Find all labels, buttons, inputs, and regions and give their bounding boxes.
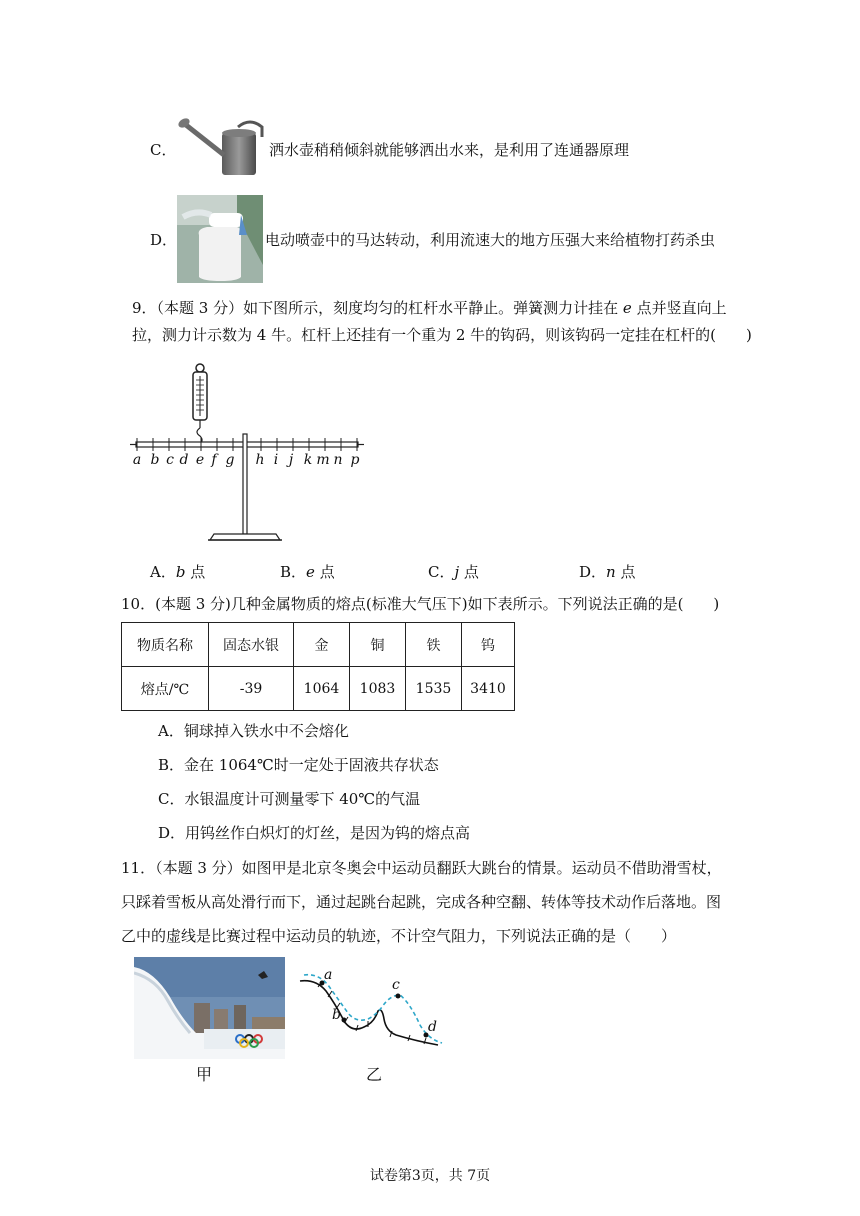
- watering-can-image: [178, 115, 266, 177]
- table-cell: 3410: [462, 667, 515, 711]
- q9-stem-line1-text: 9．（本题 3 分）如下图所示，刻度均匀的杠杆水平静止。弹簧测力计挂在: [132, 299, 619, 317]
- q10-option-d[interactable]: D．用钨丝作白炽灯的灯丝，是因为钨的熔点高: [158, 824, 471, 842]
- track-point-a: a: [324, 967, 333, 983]
- table-header-cell: 固态水银: [209, 623, 294, 667]
- track-point-b: b: [332, 1007, 341, 1023]
- q11-stem-line1: 11．（本题 3 分）如图甲是北京冬奥会中运动员翻跃大跳台的情景。运动员不借助滑雪杖，: [121, 859, 722, 877]
- big-air-photo: [134, 957, 285, 1059]
- electric-sprayer-image: [177, 195, 263, 283]
- table-row: [122, 667, 515, 711]
- q10-option-c[interactable]: C．水银温度计可测量零下 40℃的气温: [158, 790, 421, 808]
- lever-point-e: e: [195, 452, 205, 468]
- q9-option-a[interactable]: [150, 561, 205, 583]
- q8-option-c-label: C．: [150, 141, 177, 159]
- lever-point-f: f: [211, 452, 217, 468]
- table-header-cell: 物质名称: [122, 623, 209, 667]
- q8-option-d-label: D．: [150, 231, 178, 249]
- table-cell: -39: [209, 667, 294, 711]
- lever-point-k: k: [303, 452, 313, 468]
- q9-option-d-var: n: [606, 563, 616, 581]
- q9-option-b-label: B．: [280, 563, 307, 581]
- lever-figure: [128, 360, 368, 550]
- melting-point-table: [121, 622, 515, 711]
- q9-option-a-label: A．: [150, 563, 176, 581]
- q9-option-d[interactable]: [579, 561, 636, 583]
- table-cell: 1535: [406, 667, 462, 711]
- q9-option-b-tail: 点: [319, 563, 335, 581]
- q9-option-c[interactable]: [428, 561, 479, 583]
- q9-stem-line2: 拉，测力计示数为 4 牛。杠杆上还挂有一个重为 2 牛的钩码，则该钩码一定挂在杠杆的( ): [132, 326, 752, 344]
- q10-option-b[interactable]: B．金在 1064℃时一定处于固液共存状态: [158, 756, 439, 774]
- table-header-cell: 钨: [462, 623, 515, 667]
- table-header-cell: 金: [294, 623, 350, 667]
- table-header-cell: 铁: [406, 623, 462, 667]
- q9-stem-line1-tail: 点并竖直向上: [636, 299, 727, 317]
- q9-stem-var: e: [622, 299, 632, 317]
- q9-option-a-tail: 点: [190, 563, 206, 581]
- q9-option-c-label: C．: [428, 563, 455, 581]
- q11-stem-line2: 只踩着雪板从高处滑行而下，通过起跳台起跳，完成各种空翻、转体等技术动作后落地。图: [121, 893, 722, 911]
- lever-point-c: c: [166, 452, 174, 468]
- q9-option-d-label: D．: [579, 563, 607, 581]
- table-row: [122, 623, 515, 667]
- track-point-c: c: [392, 977, 400, 993]
- lever-point-p: p: [350, 452, 360, 468]
- q8-option-d-text: 电动喷壶中的马达转动，利用流速大的地方压强大来给植物打药杀虫: [265, 231, 716, 249]
- lever-point-g: g: [225, 452, 235, 468]
- table-cell: 1083: [350, 667, 406, 711]
- lever-point-d: d: [179, 452, 189, 468]
- page-footer: 试卷第3页，共 7页: [369, 1168, 491, 1184]
- figure-yi-label: 乙: [366, 1065, 383, 1084]
- figure-jia-label: 甲: [196, 1065, 213, 1084]
- q9-option-c-tail: 点: [463, 563, 479, 581]
- q8-option-c-text: 洒水壶稍稍倾斜就能够洒出水来，是利用了连通器原理: [269, 141, 630, 159]
- q9-option-a-var: b: [175, 563, 186, 581]
- q11-stem-line3: 乙中的虚线是比赛过程中运动员的轨迹，不计空气阻力，下列说法正确的是（ ）: [121, 927, 677, 945]
- q9-option-d-tail: 点: [620, 563, 636, 581]
- table-cell: 1064: [294, 667, 350, 711]
- q9-option-c-var: j: [454, 563, 460, 581]
- lever-point-h: h: [255, 452, 265, 468]
- track-point-d: d: [428, 1019, 437, 1035]
- lever-point-n: n: [333, 452, 343, 468]
- q10-option-a[interactable]: A．铜球掉入铁水中不会熔化: [158, 722, 349, 740]
- lever-point-b: b: [150, 452, 160, 468]
- table-header-cell: 铜: [350, 623, 406, 667]
- lever-point-a: a: [132, 452, 142, 468]
- q9-stem-line1: [132, 297, 727, 319]
- trajectory-figure: [298, 967, 444, 1057]
- lever-point-i: i: [273, 452, 279, 468]
- lever-point-j: j: [288, 452, 294, 468]
- lever-point-m: m: [316, 452, 330, 468]
- q10-stem: 10．(本题 3 分)几种金属物质的熔点(标准大气压下)如下表所示。下列说法正确的是( ): [121, 595, 720, 613]
- q9-option-b-var: e: [306, 563, 315, 581]
- q9-option-b[interactable]: [280, 561, 335, 583]
- table-cell: 熔点/℃: [122, 667, 209, 711]
